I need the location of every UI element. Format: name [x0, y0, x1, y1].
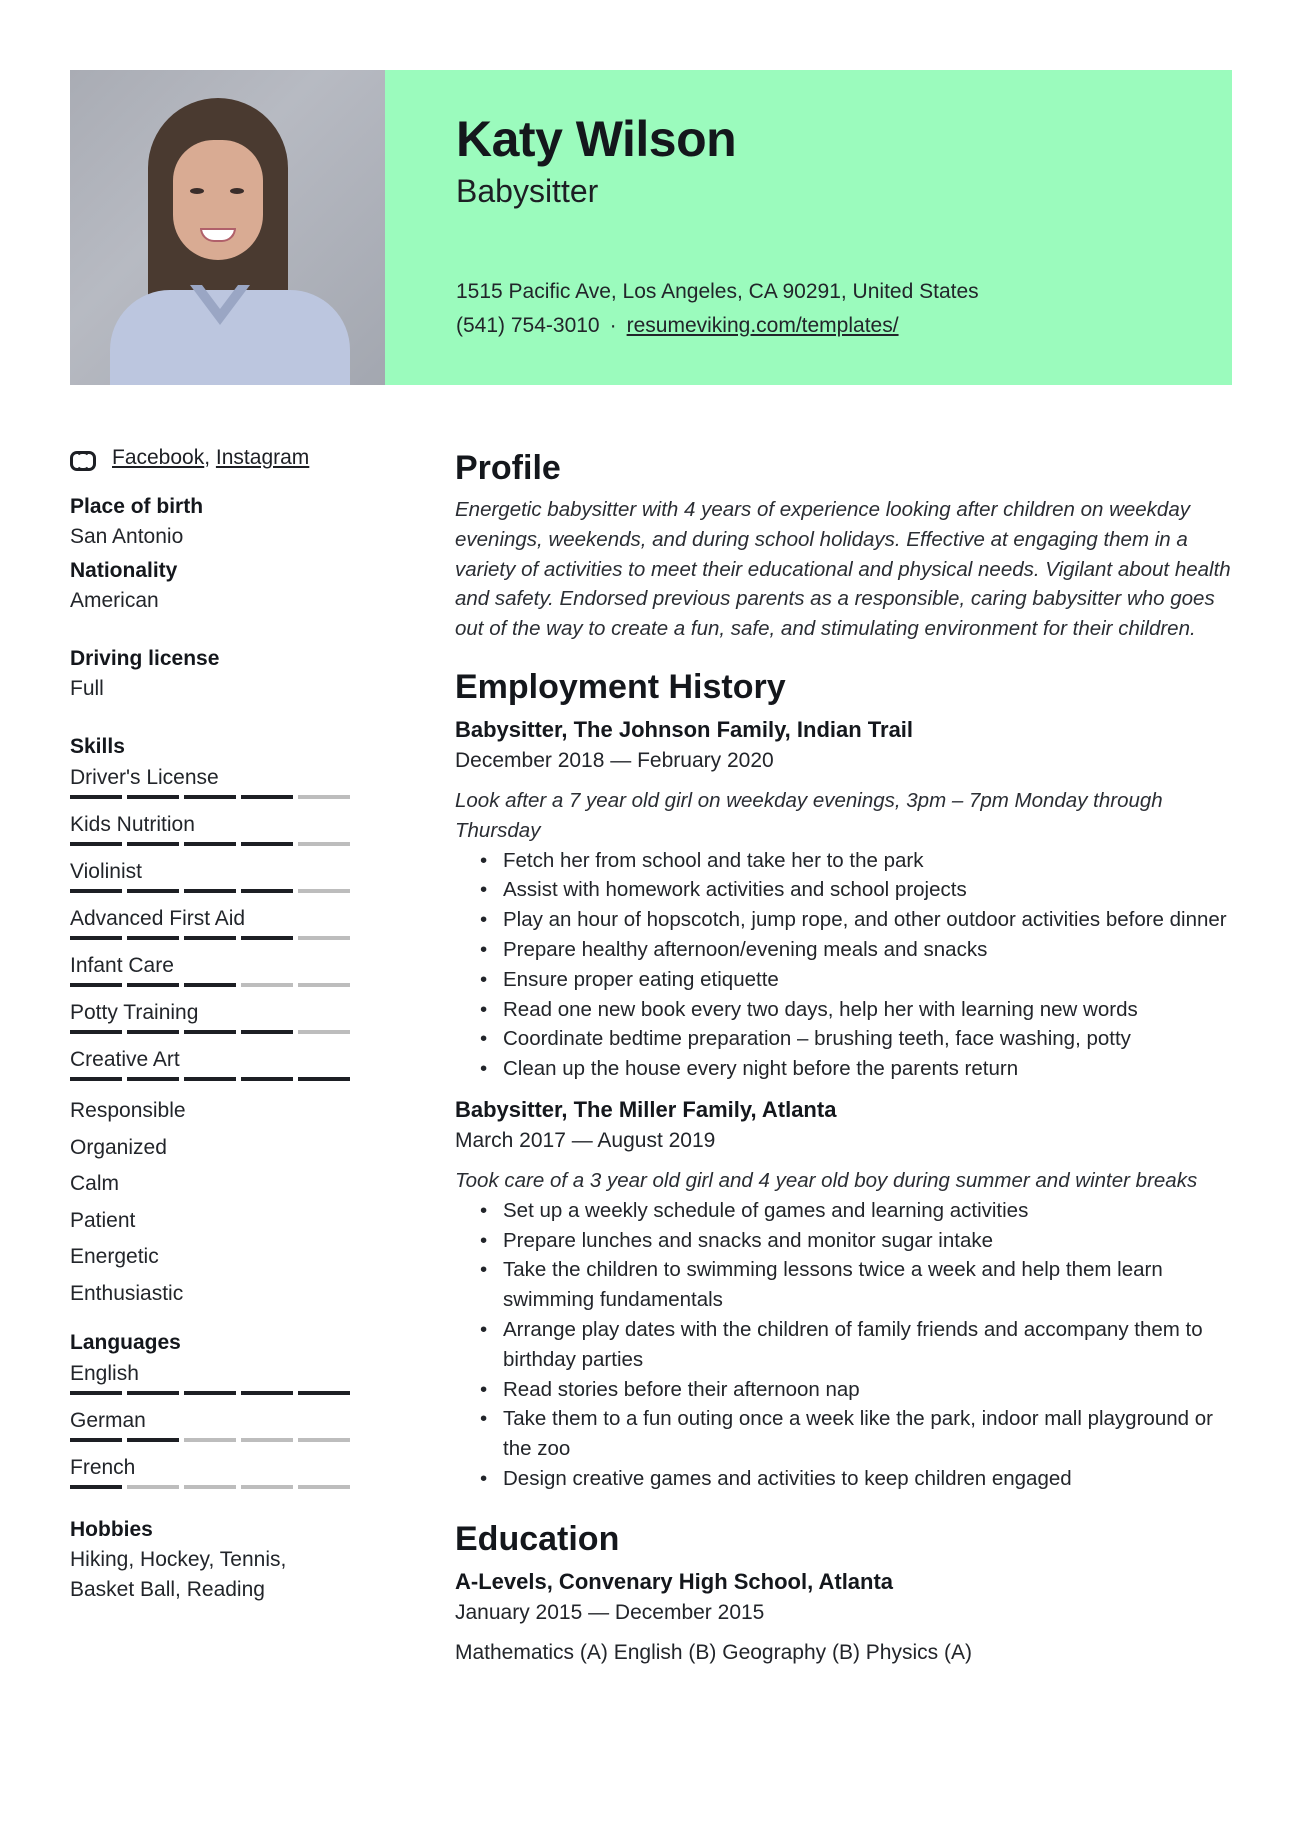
link-icon	[70, 451, 96, 465]
nationality-label: Nationality	[70, 559, 178, 582]
level-segment	[241, 983, 293, 987]
level-segment	[298, 1030, 350, 1034]
level-segment	[241, 889, 293, 893]
job-bullet: • Fetch her from school and take her to the park	[480, 846, 1240, 876]
place-of-birth-value: San Antonio	[70, 525, 184, 548]
level-segment	[241, 1438, 293, 1442]
separator: ·	[609, 314, 617, 337]
soft-skill: Enthusiastic	[70, 1281, 184, 1305]
contact-line	[456, 314, 899, 338]
job-bullet: • Play an hour of hopscotch, jump rope, and other outdoor activities before dinner	[480, 905, 1240, 935]
level-segment	[184, 983, 236, 987]
profile-summary: Energetic babysitter with 4 years of experience looking after children on weekday evenings, weekends, and during school holidays. Effective at engaging them in a variety of activities to meet their educational and physical needs. Vigilant about health and safety. Endorsed previous parents as a responsible, caring babysitter who goes out of the way to create a fun, safe, and stimulating environment for their children.	[455, 498, 1231, 641]
skill-level-meter	[70, 936, 360, 940]
skill-level-meter	[70, 1077, 360, 1081]
level-segment	[184, 889, 236, 893]
sidebar	[70, 440, 360, 1605]
language-item	[70, 1405, 360, 1452]
level-segment	[184, 1485, 236, 1489]
job-heading: Babysitter, The Johnson Family, Indian Trail	[455, 716, 914, 742]
soft-skill: Calm	[70, 1172, 120, 1195]
language-item	[70, 1358, 360, 1405]
header-info	[385, 70, 1232, 385]
level-segment	[184, 936, 236, 940]
nationality-value: American	[70, 589, 159, 612]
job-description: Took care of a 3 year old girl and 4 year old boy during summer and winter breaks	[455, 1168, 1198, 1192]
photo-eye	[190, 188, 204, 194]
employment-heading: Employment History	[455, 667, 786, 706]
link-comma: ,	[204, 446, 211, 469]
level-segment	[70, 1077, 122, 1081]
language-name: French	[70, 1456, 136, 1479]
education-subjects: Mathematics (A) English (B) Geography (B) Physics (A)	[455, 1640, 972, 1664]
education-heading-line: A-Levels, Convenary High School, Atlanta	[455, 1568, 894, 1594]
job-bullet: • Arrange play dates with the children of family friends and accompany them to birthday parties	[480, 1315, 1240, 1375]
hobbies-line: Hiking, Hockey, Tennis,	[70, 1548, 287, 1571]
skill-item	[70, 997, 360, 1044]
photo-face	[173, 140, 263, 260]
job-bullet: • Clean up the house every night before the parents return	[480, 1054, 1240, 1084]
skill-name: Driver's License	[70, 766, 219, 789]
soft-skill: Energetic	[70, 1245, 159, 1268]
languages-label: Languages	[70, 1331, 181, 1354]
soft-skill: Organized	[70, 1135, 167, 1159]
place-of-birth-label: Place of birth	[70, 495, 204, 518]
level-segment	[127, 983, 179, 987]
level-segment	[70, 795, 122, 799]
address: 1515 Pacific Ave, Los Angeles, CA 90291, United States	[456, 280, 979, 303]
level-segment	[184, 1030, 236, 1034]
level-segment	[70, 983, 122, 987]
skill-name: Violinist	[70, 860, 142, 883]
resume-header	[70, 70, 1232, 385]
job-description: Look after a 7 year old girl on weekday evenings, 3pm – 7pm Monday through Thursday	[455, 788, 1163, 842]
skill-item	[70, 809, 360, 856]
main-content	[455, 445, 1240, 1668]
job-bullet: • Take them to a fun outing once a week like the park, indoor mall playground or the zoo	[480, 1404, 1240, 1464]
skill-name: Infant Care	[70, 954, 174, 977]
level-segment	[298, 889, 350, 893]
candidate-name: Katy Wilson	[456, 111, 737, 167]
job-bullet: • Prepare lunches and snacks and monitor sugar intake	[480, 1226, 1240, 1256]
level-segment	[298, 1391, 350, 1395]
skill-level-meter	[70, 842, 360, 846]
job-bullet: • Set up a weekly schedule of games and learning activities	[480, 1196, 1240, 1226]
language-level-meter	[70, 1485, 360, 1489]
level-segment	[298, 1485, 350, 1489]
skills-label: Skills	[70, 735, 125, 758]
skill-item	[70, 762, 360, 809]
level-segment	[127, 1485, 179, 1489]
level-segment	[298, 983, 350, 987]
job-dates: March 2017 — August 2019	[455, 1128, 716, 1152]
level-segment	[298, 795, 350, 799]
level-segment	[184, 1438, 236, 1442]
skill-level-meter	[70, 983, 360, 987]
level-segment	[298, 1438, 350, 1442]
job-entry	[455, 714, 1240, 1084]
skills-list	[70, 762, 360, 1091]
skill-name: Creative Art	[70, 1048, 180, 1071]
job-bullet: • Design creative games and activities to keep children engaged	[480, 1464, 1240, 1494]
level-segment	[184, 842, 236, 846]
skill-level-meter	[70, 795, 360, 799]
social-links	[70, 440, 360, 476]
level-segment	[127, 1391, 179, 1395]
level-segment	[298, 936, 350, 940]
skill-item	[70, 950, 360, 997]
soft-skills-list	[70, 1093, 360, 1312]
job-bullet: • Ensure proper eating etiquette	[480, 965, 1240, 995]
level-segment	[70, 1391, 122, 1395]
level-segment	[241, 1030, 293, 1034]
instagram-link[interactable]: Instagram	[215, 446, 310, 469]
driving-license-value: Full	[70, 677, 104, 700]
education-heading: Education	[455, 1519, 620, 1558]
language-name: German	[70, 1409, 146, 1432]
skill-name: Kids Nutrition	[70, 813, 195, 836]
job-bullets	[480, 1196, 1240, 1494]
skill-name: Potty Training	[70, 1001, 199, 1024]
level-segment	[298, 1077, 350, 1081]
level-segment	[127, 936, 179, 940]
level-segment	[70, 1438, 122, 1442]
level-segment	[241, 1077, 293, 1081]
job-dates: December 2018 — February 2020	[455, 748, 774, 772]
hobbies-line: Basket Ball, Reading	[70, 1578, 265, 1601]
language-level-meter	[70, 1391, 360, 1395]
language-item	[70, 1452, 360, 1499]
level-segment	[70, 842, 122, 846]
level-segment	[184, 1391, 236, 1395]
level-segment	[127, 795, 179, 799]
website-link[interactable]: resumeviking.com/templates/	[626, 314, 899, 337]
level-segment	[241, 1391, 293, 1395]
profile-photo	[70, 70, 385, 385]
job-bullet: • Read one new book every two days, help her with learning new words	[480, 995, 1240, 1025]
level-segment	[241, 795, 293, 799]
education-entry	[455, 1566, 1240, 1668]
phone: (541) 754-3010	[456, 314, 600, 337]
facebook-link[interactable]: Facebook	[112, 446, 205, 469]
level-segment	[127, 889, 179, 893]
level-segment	[184, 795, 236, 799]
job-entry	[455, 1094, 1240, 1494]
level-segment	[241, 936, 293, 940]
hobbies-label: Hobbies	[70, 1518, 153, 1541]
level-segment	[70, 936, 122, 940]
candidate-title: Babysitter	[456, 173, 599, 209]
soft-skill: Responsible	[70, 1099, 186, 1122]
education-dates: January 2015 — December 2015	[455, 1600, 765, 1624]
soft-skill: Patient	[70, 1208, 136, 1232]
driving-license-label: Driving license	[70, 647, 220, 670]
languages-list	[70, 1358, 360, 1499]
job-bullets	[480, 846, 1240, 1084]
level-segment	[184, 1077, 236, 1081]
skill-name: Advanced First Aid	[70, 907, 246, 930]
job-bullet: • Coordinate bedtime preparation – brushing teeth, face washing, potty	[480, 1024, 1240, 1054]
language-level-meter	[70, 1438, 360, 1442]
job-heading: Babysitter, The Miller Family, Atlanta	[455, 1096, 837, 1122]
job-bullet: • Prepare healthy afternoon/evening meals and snacks	[480, 935, 1240, 965]
skill-item	[70, 1044, 360, 1091]
job-bullet: • Assist with homework activities and school projects	[480, 875, 1240, 905]
level-segment	[127, 1077, 179, 1081]
profile-heading: Profile	[455, 449, 561, 487]
job-bullet: • Take the children to swimming lessons twice a week and help them learn swimming fundamentals	[480, 1255, 1240, 1315]
level-segment	[241, 1485, 293, 1489]
job-bullet: • Read stories before their afternoon nap	[480, 1375, 1240, 1405]
skill-item	[70, 856, 360, 903]
level-segment	[127, 1030, 179, 1034]
level-segment	[241, 842, 293, 846]
level-segment	[70, 889, 122, 893]
level-segment	[127, 1438, 179, 1442]
skill-level-meter	[70, 1030, 360, 1034]
level-segment	[127, 842, 179, 846]
level-segment	[70, 1485, 122, 1489]
skill-level-meter	[70, 889, 360, 893]
level-segment	[70, 1030, 122, 1034]
skill-item	[70, 903, 360, 950]
photo-eye	[230, 188, 244, 194]
jobs-list	[455, 714, 1240, 1494]
level-segment	[298, 842, 350, 846]
language-name: English	[70, 1362, 139, 1385]
